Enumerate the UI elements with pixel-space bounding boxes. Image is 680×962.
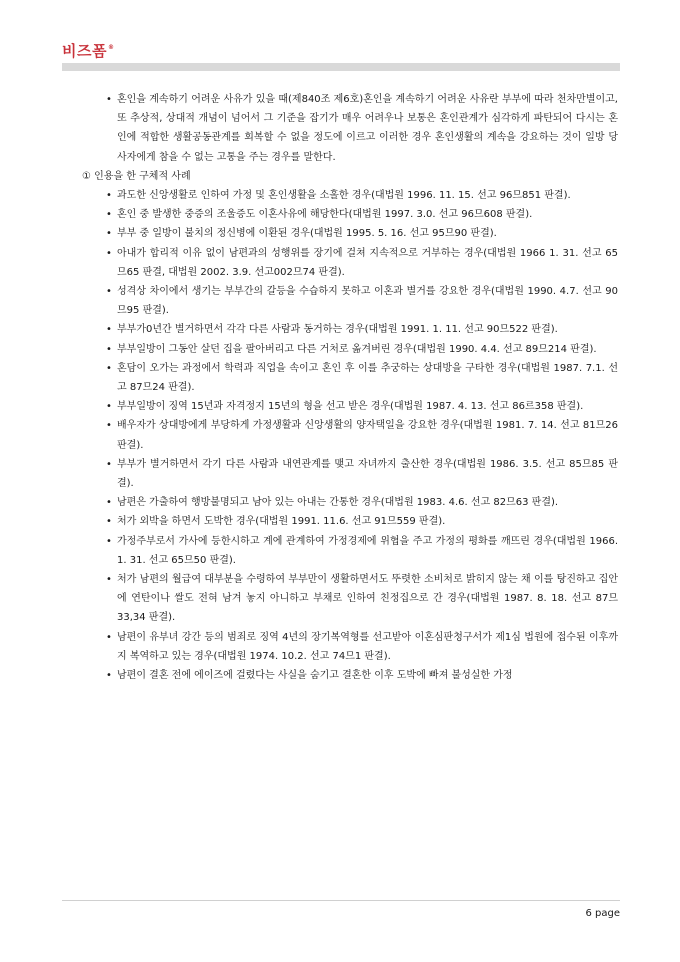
case-text: 남편이 결혼 전에 에이즈에 걸렸다는 사실을 숨기고 결혼한 이후 도박에 빠져 불성실한 가정 (117, 670, 513, 682)
case-text: 처가 외박을 하면서 도박한 경우(대법원 1991. 11.6. 선고 91므559 판결). (117, 516, 446, 528)
document-body (62, 90, 618, 685)
bullet-icon: • (106, 228, 112, 240)
bullet-icon: • (106, 516, 112, 528)
case-item (62, 359, 618, 397)
case-text: 부부가 별거하면서 각기 다른 사람과 내연관계를 맺고 자녀까지 출산한 경우(대법원 1986. 3.5. 선고 85므85 판결). (117, 458, 618, 490)
bullet-icon: • (106, 343, 112, 355)
bullet-icon: • (106, 324, 112, 336)
case-item (62, 493, 618, 512)
case-item (62, 628, 618, 666)
case-text: 부부가0년간 별거하면서 각각 다른 사람과 동거하는 경우(대법원 1991. 1. 11. 선고 90므522 판결). (117, 324, 558, 336)
bullet-icon: • (106, 420, 112, 432)
case-item (62, 397, 618, 416)
case-item (62, 224, 618, 243)
case-item (62, 416, 618, 454)
case-item (62, 186, 618, 205)
case-item (62, 205, 618, 224)
footer-divider (62, 900, 620, 901)
case-item (62, 340, 618, 359)
case-text: 과도한 신앙생활로 인하여 가정 및 혼인생활을 소홀한 경우(대법원 1996. 11. 15. 선고 96므851 판결). (117, 190, 571, 202)
case-text: 혼담이 오가는 과정에서 학력과 직업을 속이고 혼인 후 이를 추궁하는 상대방을 구타한 경우(대법원 1987. 7.1. 선고 87므24 판결). (117, 362, 618, 394)
case-text: 성격상 차이에서 생기는 부부간의 갈등을 수습하지 못하고 이혼과 별거를 강요한 경우(대법원 1990. 4.7. 선고 90므95 판결). (117, 286, 618, 317)
bullet-icon: • (106, 670, 112, 682)
section-title: ① 인용을 한 구체적 사례 (82, 170, 191, 182)
bullet-icon: • (106, 497, 112, 509)
case-item (62, 666, 618, 685)
page-number: 6 page (585, 908, 620, 919)
case-item (62, 244, 618, 282)
case-text: 처가 남편의 월급여 대부분을 수령하여 부부만이 생활하면서도 뚜렷한 소비처로 밝히지 않는 채 이를 탕진하고 집안에 연탄이나 쌀도 전혀 남겨 놓지 아니하고 부채로 인하여 친정집으로 간 경우(대법원 1987. 8. 18. 선고 87므33,34 판결). (117, 574, 618, 624)
bullet-icon: • (106, 401, 112, 413)
bullet-icon: • (106, 209, 112, 221)
case-list (62, 186, 618, 685)
case-text: 부부일방이 징역 15년과 자격정지 15년의 형을 선고 받은 경우(대법원 1987. 4. 13. 선고 86르358 판결). (117, 401, 584, 413)
case-item (62, 320, 618, 339)
bullet-icon: • (106, 458, 112, 470)
case-item (62, 455, 618, 493)
case-text: 부부일방이 그동안 살던 집을 팔아버리고 다른 거처로 옮겨버린 경우(대법원 1990. 4.4. 선고 89므214 판결). (117, 343, 597, 355)
bullet-icon: • (106, 362, 112, 374)
case-text: 혼인 중 발생한 중증의 조울증도 이혼사유에 해당한다(대법원 1997. 3.0. 선고 96므608 판결). (117, 209, 533, 221)
case-item (62, 512, 618, 531)
bullet-icon: • (106, 574, 112, 586)
case-text: 부부 중 일방이 불치의 정신병에 이환된 경우(대법원 1995. 5. 16. 선고 95므90 판결). (117, 228, 497, 240)
case-item (62, 570, 618, 628)
bullet-icon: • (106, 94, 112, 105)
bullet-icon: • (106, 631, 112, 643)
intro-paragraph (62, 90, 618, 167)
case-text: 가정주부로서 가사에 등한시하고 계에 관계하여 가정경제에 위협을 주고 가정의 평화를 깨뜨린 경우(대법원 1966. 1. 31. 선고 65므50 판결). (117, 535, 618, 566)
case-text: 남편은 가출하여 행방불명되고 남아 있는 아내는 간통한 경우(대법원 1983. 4.6. 선고 82므63 판결). (117, 497, 559, 509)
case-text: 남편이 유부녀 강간 등의 범죄로 징역 4년의 장기복역형를 선고받아 이혼심판청구서가 제1심 법원에 접수된 이후까지 복역하고 있는 경우(대법원 1974. 10.2. 선고 74므1 판결). (117, 631, 618, 662)
bullet-icon: • (106, 286, 112, 298)
case-text: 아내가 합리적 이유 없이 남편과의 성행위를 장기에 걸쳐 지속적으로 거부하는 경우(대법원 1966 1. 31. 선고 65므65 판결, 대법원 2002. 3.9. 선고002므74 판결). (117, 247, 618, 278)
intro-text: 혼인을 계속하기 어려운 사유가 있을 때(제840조 제6호)혼인을 계속하기 어려운 사유란 부부에 따라 천차만별이고, 또 추상적, 상대적 개념이 넘어서 그 기준을 잡기가 매우 어려우나 보통은 혼인관계가 심각하게 파탄되어 다시는 혼인에 적합한 생활공동관계를 회복할 수 없을 정도에 이르고 이러한 경우 혼인생활의 계속을 강요하는 것이 일방 당사자에게 참을 수 없는 고통을 주는 경우를 말한다. (117, 94, 618, 163)
case-text: 배우자가 상대방에게 부당하게 가정생활과 신앙생활의 양자택일을 강요한 경우(대법원 1981. 7. 14. 선고 81므26 판결). (117, 420, 618, 451)
case-item (62, 532, 618, 570)
bullet-icon: • (106, 247, 112, 259)
bullet-icon: • (106, 535, 112, 547)
bullet-icon: • (106, 190, 112, 202)
bizform-logo: 비즈폼® (62, 42, 115, 60)
header-bar (62, 63, 620, 71)
case-item (62, 282, 618, 320)
